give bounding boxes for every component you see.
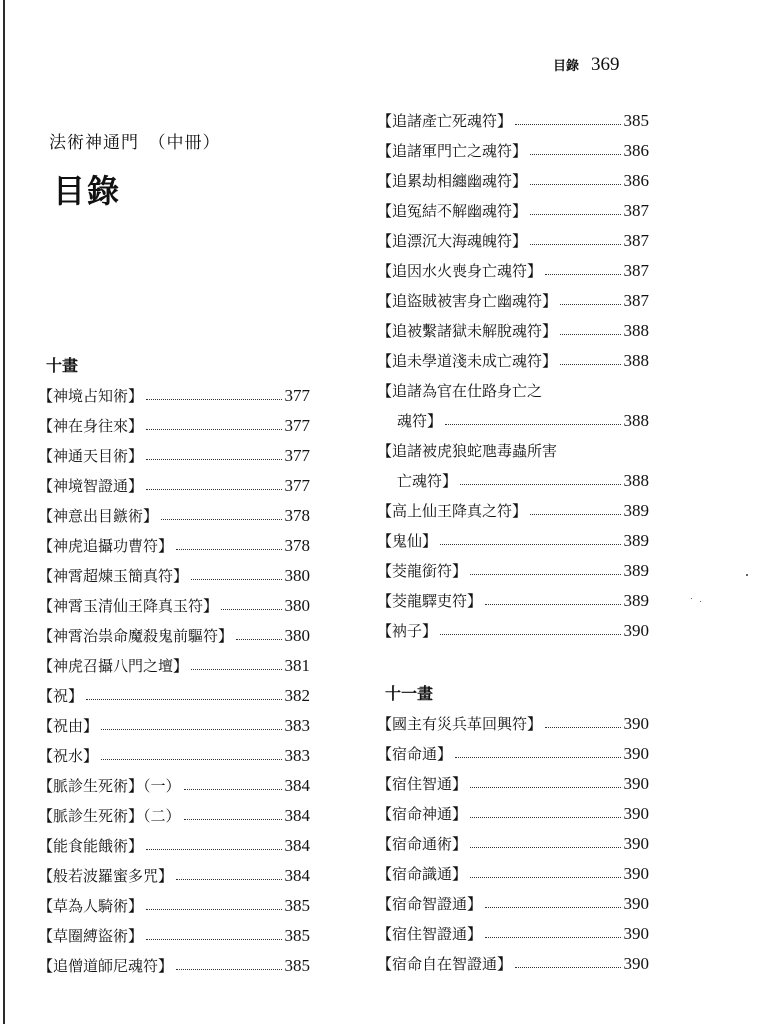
toc-entry-page: 390: [623, 804, 649, 823]
toc-entry-title: 【脈診生死術】（二）: [38, 807, 181, 825]
running-head: [553, 54, 620, 76]
toc-entry-title: 【追累劫相纏幽魂符】: [377, 172, 528, 190]
dot-leader: [560, 304, 620, 305]
dot-leader: [236, 639, 281, 640]
dot-leader: [221, 609, 281, 610]
toc-entry[interactable]: [377, 920, 649, 944]
toc-entry-page: 390: [623, 894, 649, 913]
dot-leader: [146, 849, 281, 850]
dot-leader: [530, 514, 620, 515]
page-number: 369: [591, 54, 620, 75]
toc-entry-title: 【宿命通】: [377, 745, 453, 763]
toc-entry[interactable]: [38, 412, 310, 436]
toc-entry[interactable]: [377, 317, 649, 341]
toc-entry-page: 387: [623, 261, 649, 280]
toc-entry-page: 389: [623, 501, 649, 520]
dot-leader: [485, 604, 620, 605]
toc-entry-title-line: 【追諸為官在仕路身亡之: [377, 382, 543, 400]
toc-entry-title: 【鬼仙】: [377, 532, 438, 550]
toc-entry[interactable]: [38, 802, 310, 826]
toc-entry-title: 【神境智證通】: [38, 477, 144, 495]
toc-entry[interactable]: [38, 442, 310, 466]
toc-entry-title: 【衲子】: [377, 622, 438, 640]
dot-leader: [560, 364, 620, 365]
dot-leader: [146, 909, 281, 910]
toc-entry[interactable]: [38, 862, 310, 886]
toc-entry-page: 380: [284, 626, 310, 645]
section-heading: 十畫: [46, 356, 79, 375]
toc-entry[interactable]: [38, 832, 310, 856]
dot-leader: [530, 184, 620, 185]
dot-leader: [515, 967, 620, 968]
dot-leader: [176, 879, 281, 880]
dot-leader: [515, 124, 620, 125]
toc-entry-title: 【草為人騎術】: [38, 897, 144, 915]
toc-entry-title: 【宿命神通】: [377, 805, 468, 823]
toc-entry-page: 387: [623, 231, 649, 250]
dot-leader: [545, 727, 620, 728]
toc-entry-title: 【宿住智證通】: [377, 925, 483, 943]
toc-entry-page: 382: [284, 686, 310, 705]
toc-entry[interactable]: [377, 227, 649, 251]
toc-entry-page: 383: [284, 746, 310, 765]
dot-leader: [455, 757, 620, 758]
toc-entry-page: 384: [284, 776, 310, 795]
dot-leader: [176, 549, 281, 550]
toc-entry[interactable]: [377, 830, 649, 854]
dot-leader: [485, 907, 620, 908]
toc-entry[interactable]: [377, 347, 649, 371]
toc-entry[interactable]: [377, 527, 649, 551]
toc-entry-title: 【能食能餓術】: [38, 837, 144, 855]
toc-entry[interactable]: [38, 592, 310, 616]
toc-entry-title: 【般若波羅蜜多咒】: [38, 867, 174, 885]
toc-entry[interactable]: [377, 800, 649, 824]
toc-entry-page: 389: [623, 561, 649, 580]
toc-entry-title: 【追因水火喪身亡魂符】: [377, 262, 543, 280]
toc-entry-page: 377: [284, 416, 310, 435]
toc-entry[interactable]: [38, 472, 310, 496]
dot-leader: [101, 729, 281, 730]
toc-entry[interactable]: [38, 742, 310, 766]
toc-entry-page: 381: [284, 656, 310, 675]
toc-entry-title: 【追漂沉大海魂魄符】: [377, 232, 528, 250]
dot-leader: [485, 937, 620, 938]
toc-entry-title: 【追諸產亡死魂符】: [377, 112, 513, 130]
toc-entry-title: 【神意出目鏃術】: [38, 507, 159, 525]
toc-entry-page: 385: [284, 956, 310, 975]
toc-entry-title: 【追盜賊被害身亡幽魂符】: [377, 292, 558, 310]
toc-entry-page: 377: [284, 476, 310, 495]
dot-leader: [146, 939, 281, 940]
toc-entry-page: 384: [284, 836, 310, 855]
toc-entry-page: 387: [623, 201, 649, 220]
dot-leader: [176, 969, 281, 970]
toc-entry-page: 390: [623, 954, 649, 973]
toc-entry[interactable]: [377, 137, 649, 161]
dot-leader: [470, 877, 620, 878]
dot-leader: [86, 699, 281, 700]
scan-speck: [691, 598, 692, 599]
toc-entry-page: 390: [623, 834, 649, 853]
page-edge-rule: [3, 0, 5, 1024]
section-heading: 十一畫: [385, 684, 434, 703]
dot-leader: [445, 424, 620, 425]
toc-entry-title: 【神通天目術】: [38, 447, 144, 465]
toc-entry-title: 【祝】: [38, 687, 84, 705]
dot-leader: [146, 429, 281, 430]
scan-speck: [746, 574, 748, 576]
toc-heading: 目錄: [53, 172, 122, 210]
toc-entry-title: 【茭龍驛吏符】: [377, 592, 483, 610]
toc-entry[interactable]: [38, 382, 310, 406]
dot-leader: [440, 634, 620, 635]
toc-entry-title: 【神霄超煉玉簡真符】: [38, 567, 189, 585]
scan-speck: [700, 601, 701, 602]
toc-entry[interactable]: [38, 922, 310, 946]
book-title: 法術神通門 （中冊）: [49, 133, 221, 153]
dot-leader: [184, 819, 282, 820]
toc-entry[interactable]: [38, 562, 310, 586]
dot-leader: [101, 759, 281, 760]
toc-entry-title: 【宿命通術】: [377, 835, 468, 853]
dot-leader: [146, 459, 281, 460]
toc-entry[interactable]: [377, 497, 649, 521]
toc-entry-page: 388: [623, 411, 649, 430]
toc-entry-title: 【追未學道淺未成亡魂符】: [377, 352, 558, 370]
toc-entry-title: 【追僧道師尼魂符】: [38, 957, 174, 975]
toc-entry-page: 385: [284, 896, 310, 915]
toc-entry[interactable]: [377, 770, 649, 794]
toc-entry-page: 388: [623, 321, 649, 340]
toc-entry-title: 【神境占知術】: [38, 387, 144, 405]
toc-entry[interactable]: [377, 860, 649, 884]
toc-entry[interactable]: [38, 712, 310, 736]
toc-entry[interactable]: [377, 407, 649, 431]
toc-entry[interactable]: [377, 257, 649, 281]
dot-leader: [191, 669, 281, 670]
toc-entry[interactable]: [377, 107, 649, 131]
toc-entry-page: 384: [284, 866, 310, 885]
toc-entry[interactable]: [377, 587, 649, 611]
toc-entry-title: 【神霄治祟命魔殺鬼前驅符】: [38, 627, 234, 645]
toc-entry-page: 390: [623, 774, 649, 793]
running-head-label: 目錄: [553, 59, 580, 74]
toc-entry-page: 388: [623, 351, 649, 370]
toc-entry-page: 386: [623, 171, 649, 190]
toc-entry-title: 【神虎召攝八門之壇】: [38, 657, 189, 675]
dot-leader: [470, 817, 620, 818]
dot-leader: [530, 154, 620, 155]
toc-entry-page: 384: [284, 806, 310, 825]
toc-entry-title: 【高上仙王降真之符】: [377, 502, 528, 520]
dot-leader: [530, 244, 620, 245]
toc-entry-title: 魂符】: [397, 412, 443, 430]
toc-entry-page: 390: [623, 924, 649, 943]
dot-leader: [184, 789, 282, 790]
toc-entry[interactable]: [38, 952, 310, 976]
toc-entry[interactable]: [38, 532, 310, 556]
dot-leader: [161, 519, 281, 520]
toc-entry-page: 377: [284, 446, 310, 465]
toc-entry[interactable]: [38, 652, 310, 676]
toc-entry-page: 389: [623, 531, 649, 550]
toc-entry-title: 【宿命自在智證通】: [377, 955, 513, 973]
toc-entry-page: 385: [284, 926, 310, 945]
toc-entry[interactable]: [377, 287, 649, 311]
toc-entry-title: 【追諸軍門亡之魂符】: [377, 142, 528, 160]
toc-entry[interactable]: [377, 557, 649, 581]
toc-entry-page: 390: [623, 864, 649, 883]
toc-entry[interactable]: [377, 950, 649, 974]
toc-entry[interactable]: [38, 622, 310, 646]
dot-leader: [470, 787, 620, 788]
toc-entry-page: 383: [284, 716, 310, 735]
toc-entry-page: 390: [623, 621, 649, 640]
dot-leader: [146, 489, 281, 490]
toc-entry-title: 【祝由】: [38, 717, 99, 735]
toc-entry-page: 380: [284, 596, 310, 615]
dot-leader: [460, 484, 620, 485]
toc-entry-title: 亡魂符】: [397, 472, 458, 490]
toc-entry[interactable]: [38, 892, 310, 916]
toc-entry-title: 【脈診生死術】（一）: [38, 777, 181, 795]
toc-entry-title: 【草圈縛盜術】: [38, 927, 144, 945]
toc-entry-title: 【神虎追攝功曹符】: [38, 537, 174, 555]
toc-entry[interactable]: [377, 197, 649, 221]
dot-leader: [470, 574, 620, 575]
toc-entry[interactable]: [377, 740, 649, 764]
dot-leader: [440, 544, 620, 545]
toc-entry-title: 【宿住智通】: [377, 775, 468, 793]
toc-entry-title: 【追被繫諸獄未解脫魂符】: [377, 322, 558, 340]
toc-entry[interactable]: [377, 167, 649, 191]
toc-entry[interactable]: [38, 682, 310, 706]
toc-entry-page: 389: [623, 591, 649, 610]
dot-leader: [191, 579, 281, 580]
toc-entry-page: 378: [284, 536, 310, 555]
toc-entry[interactable]: [377, 467, 649, 491]
toc-entry-title: 【國主有災兵革回興符】: [377, 715, 543, 733]
toc-entry-title: 【神霄玉清仙王降真玉符】: [38, 597, 219, 615]
toc-entry-page: 390: [623, 744, 649, 763]
toc-entry[interactable]: [377, 890, 649, 914]
toc-entry[interactable]: [377, 710, 649, 734]
toc-entry-title: 【祝水】: [38, 747, 99, 765]
toc-entry[interactable]: [377, 617, 649, 641]
dot-leader: [530, 214, 620, 215]
dot-leader: [146, 399, 281, 400]
toc-entry[interactable]: [38, 502, 310, 526]
toc-entry-title: 【宿命智證通】: [377, 895, 483, 913]
toc-entry-page: 377: [284, 386, 310, 405]
toc-entry-title: 【追冤結不解幽魂符】: [377, 202, 528, 220]
toc-entry-title-line: 【追諸被虎狼蛇虺毒蟲所害: [377, 442, 558, 460]
toc-entry-title: 【神在身往來】: [38, 417, 144, 435]
toc-entry-page: 386: [623, 141, 649, 160]
toc-entry[interactable]: [38, 772, 310, 796]
toc-entry-page: 390: [623, 714, 649, 733]
dot-leader: [470, 847, 620, 848]
toc-entry-page: 378: [284, 506, 310, 525]
toc-entry-title: 【宿命識通】: [377, 865, 468, 883]
dot-leader: [545, 274, 620, 275]
toc-entry-page: 388: [623, 471, 649, 490]
toc-entry-page: 387: [623, 291, 649, 310]
toc-entry-page: 385: [623, 111, 649, 130]
toc-entry-title: 【茭龍銜符】: [377, 562, 468, 580]
toc-entry-page: 380: [284, 566, 310, 585]
dot-leader: [560, 334, 620, 335]
